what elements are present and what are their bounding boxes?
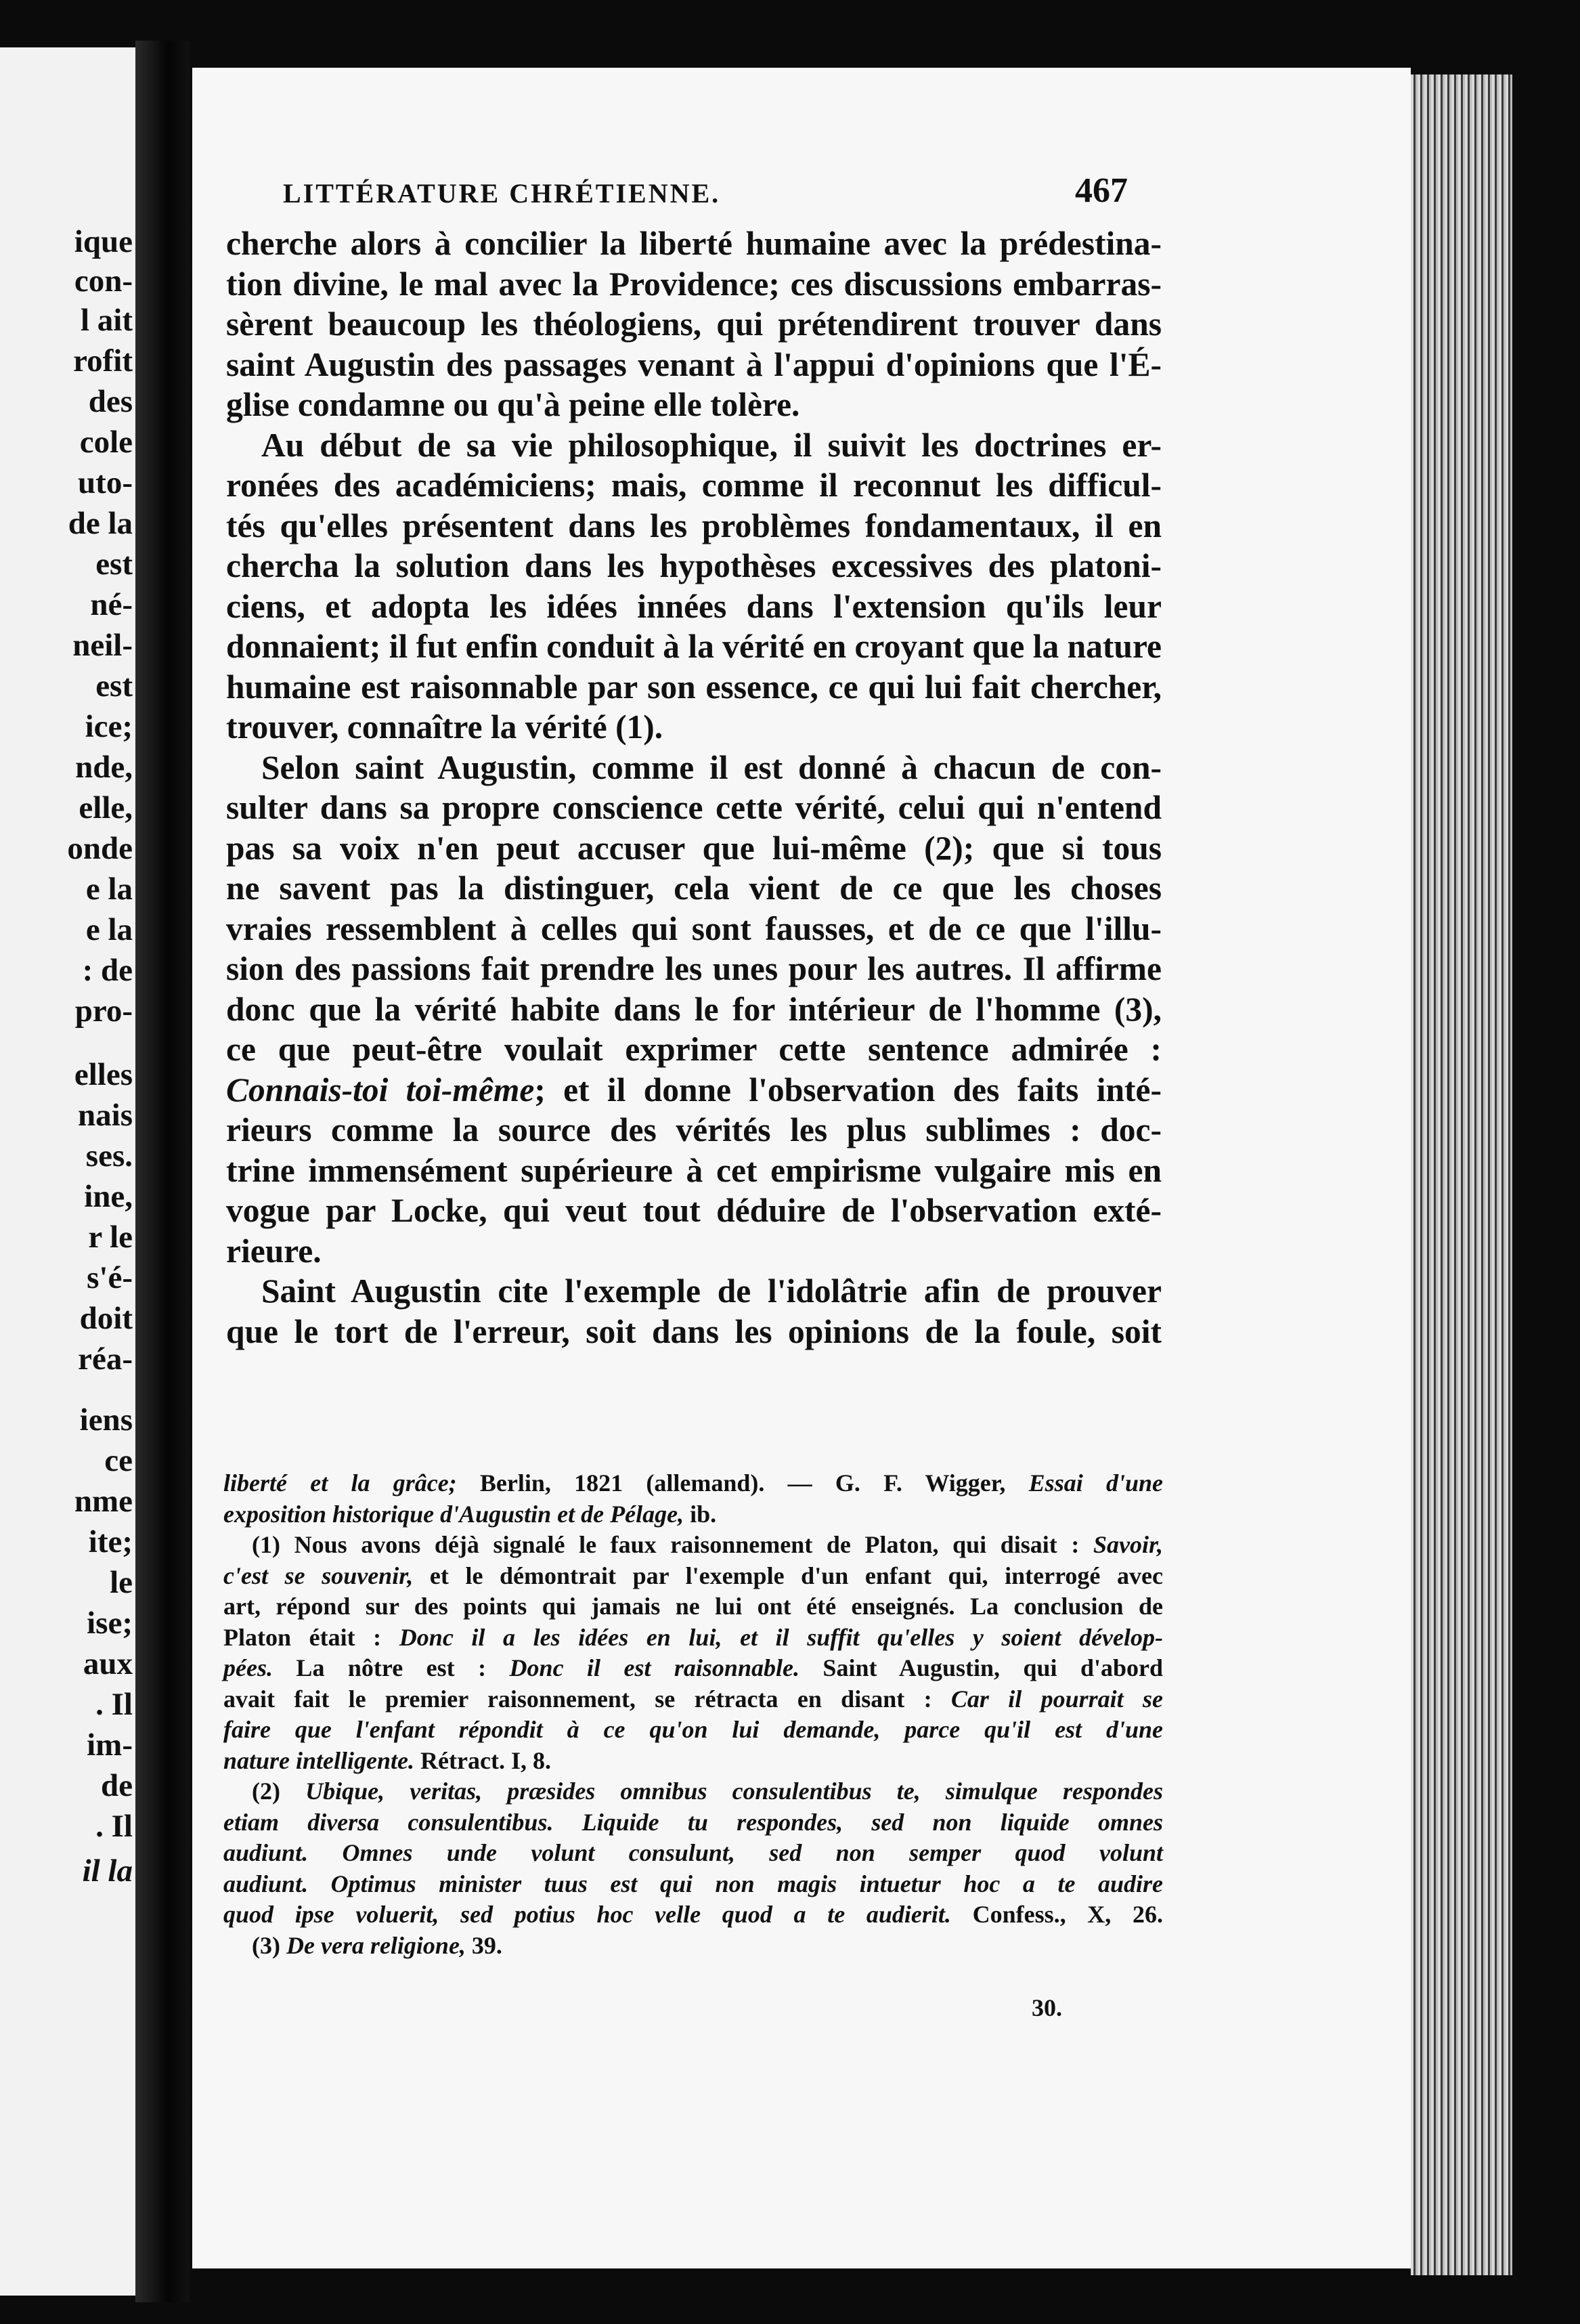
background-edge <box>1512 74 1580 2282</box>
left-page-fragment: ice; <box>85 709 133 744</box>
page-number: 467 <box>1075 171 1128 210</box>
italic-fragment: Essai d'une <box>1028 1469 1163 1497</box>
text-line: ciens, et adopta les idées innées dans l'extension qu'ils leur <box>226 587 1162 625</box>
left-page-fragment: cole <box>79 425 133 460</box>
footnote-line <box>223 1499 1163 1530</box>
text-line: trouver, connaître la vérité (1). <box>226 708 663 746</box>
paragraph-2 <box>226 425 1162 748</box>
footnote-1-line <box>223 1530 1163 1561</box>
paragraph-1 <box>226 223 1162 425</box>
footnote-1-line: art, répond sur des points qui jamais ne lui ont été enseignés. La conclusion de <box>223 1593 1163 1620</box>
text-line: glise condamne ou qu'à peine elle tolère. <box>226 386 800 423</box>
footnote-2-line <box>223 1869 1163 1900</box>
text-line: donnaient; il fut enfin conduit à la vérité en croyant que la nature <box>226 628 1162 665</box>
text-line: ce que peut-être voulait exprimer cette sentence admirée : <box>226 1031 1162 1068</box>
left-page-fragment: rofit <box>73 343 133 379</box>
left-page-fragment: s'é- <box>87 1260 133 1295</box>
text-fragment: 39. <box>465 1931 502 1959</box>
footnote-line <box>223 1468 1163 1499</box>
text-line: humaine est raisonnable par son essence, ce qui lui fait chercher, <box>226 668 1162 706</box>
left-page-fragment: ine, <box>84 1179 133 1214</box>
text-line: pas sa voix n'en peut accuser que lui-même (2); que si tous <box>226 829 1162 867</box>
italic-fragment: exposition historique d'Augustin et de Pélage, <box>223 1500 684 1528</box>
left-page-fragment: ique <box>74 224 133 259</box>
left-page-fragment: l ait <box>80 303 133 338</box>
left-page-fragment: pro- <box>74 993 133 1029</box>
left-page-fragment: de la <box>68 506 133 541</box>
text-fragment: (1) Nous avons déjà signalé le faux raisonnement de Platon, qui disait : <box>252 1531 1093 1558</box>
text-fragment: (3) <box>252 1931 286 1959</box>
text-fragment: Saint Augustin, qui d'abord <box>799 1654 1163 1681</box>
text-line: cherche alors à concilier la liberté humaine avec la prédestina- <box>226 225 1162 262</box>
text-line: rieure. <box>226 1232 322 1270</box>
left-page-fragment: doit <box>79 1301 133 1336</box>
left-page-fragment: im- <box>87 1727 133 1763</box>
italic-fragment: Donc il est raisonnable. <box>509 1654 799 1681</box>
left-page-fragment: ite; <box>88 1524 133 1559</box>
italic-fragment: c'est se souvenir, <box>223 1562 414 1589</box>
text-line: Saint Augustin cite l'exemple de l'idolâtrie afin de prouver <box>261 1272 1162 1310</box>
text-line: rieurs comme la source des vérités les plus sublimes : doc- <box>226 1111 1162 1148</box>
running-title: LITTÉRATURE CHRÉTIENNE. <box>283 178 721 209</box>
left-page-fragment: iens <box>79 1402 133 1438</box>
left-page-fragment: des <box>88 384 133 419</box>
left-page-fragment: réa- <box>78 1341 133 1377</box>
italic-fragment: Donc il a les idées en lui, et il suffit qu'elles y soient dévelop- <box>399 1623 1164 1651</box>
italic-fragment: Ubique, veritas, præsides omnibus consulentibus te, simulque respondes <box>305 1778 1163 1805</box>
left-page-fragment: ses. <box>85 1138 133 1174</box>
left-page-fragment: con- <box>74 263 133 299</box>
left-page-fragment: aux <box>83 1646 133 1681</box>
text-line: que le tort de l'erreur, soit dans les opinions de la foule, soit <box>226 1312 1162 1350</box>
text-fragment: La nôtre est : <box>272 1654 510 1681</box>
italic-fragment: faire que l'enfant répondit à ce qu'on lui demande, parce qu'il est d'une <box>223 1716 1163 1743</box>
page-edges <box>1411 74 1512 2275</box>
left-adjacent-page <box>0 47 139 2296</box>
text-line: chercha la solution dans les hypothèses excessives des platoni- <box>226 547 1162 584</box>
left-page-fragment: elle, <box>79 790 133 825</box>
italic-fragment: quod ipse voluerit, sed potius hoc velle quod a te audierit. <box>223 1901 951 1928</box>
left-page-fragment: nais <box>78 1098 133 1133</box>
text-line: vraies ressemblent à celles qui sont fausses, et de ce que l'illu- <box>226 909 1162 947</box>
left-page-fragment: e la <box>85 912 133 947</box>
italic-fragment: audiunt. Optimus minister tuus est qui non magis intuetur hoc a te audire <box>223 1870 1163 1897</box>
italic-fragment: nature intelligente. <box>223 1746 415 1774</box>
text-fragment: ib. <box>684 1500 717 1528</box>
text-fragment: Platon était : <box>223 1623 399 1651</box>
footnote-1-line <box>223 1653 1163 1684</box>
left-page-fragment: elles <box>74 1057 133 1092</box>
text-line: Selon saint Augustin, comme il est donné à chacun de con- <box>261 748 1162 786</box>
body-text <box>226 223 1162 1352</box>
text-line: ronées des académiciens; mais, comme il reconnut les difficul- <box>226 467 1162 504</box>
text-line: sulter dans sa propre conscience cette vérité, celui qui n'entend <box>226 789 1162 826</box>
footnote-2-line <box>223 1776 1163 1807</box>
text-fragment: et le démontrait par l'exemple d'un enfant qui, interrogé avec <box>413 1562 1163 1589</box>
left-page-fragment: né- <box>90 587 133 622</box>
left-page-fragment: : de <box>82 953 133 988</box>
left-page-fragment: . Il <box>95 1687 133 1722</box>
text-line: vogue par Locke, qui veut tout déduire de l'observation exté- <box>226 1192 1162 1229</box>
left-page-fragment: e la <box>85 872 133 907</box>
left-page-fragment: il la <box>82 1853 133 1889</box>
text-line: sion des passions fait prendre les unes pour les autres. Il affirme <box>226 950 1162 987</box>
left-page-fragment: de <box>101 1768 133 1803</box>
text-line <box>226 1070 1162 1111</box>
left-page-fragment: r le <box>88 1220 133 1255</box>
footnote-2-line <box>223 1838 1163 1869</box>
text-fragment: Berlin, 1821 (allemand). — G. F. Wigger, <box>456 1469 1029 1497</box>
text-line: sèrent beaucoup les théologiens, qui prétendirent trouver dans <box>226 305 1162 343</box>
italic-fragment: Savoir, <box>1093 1531 1163 1558</box>
left-page-fragment: uto- <box>78 465 133 500</box>
text-line: donc que la vérité habite dans le for intérieur de l'homme (3), <box>226 990 1162 1028</box>
text-fragment: avait fait le premier raisonnement, se rétracta en disant : <box>223 1685 951 1713</box>
text-fragment: Confess., X, 26. <box>950 1901 1163 1928</box>
signature-mark: 30. <box>1032 1994 1062 2021</box>
footnote-1-line <box>223 1746 1163 1777</box>
left-page-fragment: ise; <box>87 1606 133 1641</box>
text-line: tés qu'elles présentent dans les problèmes fondamentaux, il en <box>226 507 1162 544</box>
left-page-fragment: . Il <box>95 1809 133 1844</box>
footnote-2-line <box>223 1807 1163 1838</box>
text-line: Au début de sa vie philosophique, il suivit les doctrines er- <box>261 426 1162 464</box>
left-page-fragment: ce <box>104 1443 133 1478</box>
text-fragment: (2) <box>252 1778 306 1805</box>
italic-fragment: liberté et la grâce; <box>223 1469 457 1497</box>
left-page-fragment: nde, <box>75 750 133 785</box>
left-page-fragment: le <box>110 1565 133 1600</box>
footnote-3-line <box>223 1931 1163 1962</box>
book-gutter <box>135 41 190 2302</box>
footnote-1-line <box>223 1715 1163 1746</box>
italic-fragment: De vera religione, <box>286 1931 466 1959</box>
italic-fragment: pées. <box>223 1654 273 1681</box>
text-fragment: Rétract. I, 8. <box>414 1746 551 1774</box>
text-line: saint Augustin des passages venant à l'appui d'opinions que l'É- <box>226 345 1162 383</box>
footnotes <box>223 1468 1163 1961</box>
footnote-1-line <box>223 1561 1163 1592</box>
text-line: ne savent pas la distinguer, cela vient de ce que les choses <box>226 869 1162 907</box>
left-page-fragment: nme <box>74 1484 133 1519</box>
left-page-fragment: neil- <box>72 628 133 663</box>
italic-fragment: audiunt. Omnes unde volunt consulunt, sed non semper quod volunt <box>223 1839 1163 1866</box>
italic-phrase: Connais-toi toi-même <box>226 1071 535 1109</box>
left-page-fragment: est <box>95 546 133 582</box>
left-page-fragment: est <box>95 668 133 704</box>
text-fragment: ; et il donne l'observation des faits inté- <box>534 1071 1162 1109</box>
footnote-1-line <box>223 1684 1163 1715</box>
italic-fragment: etiam diversa consulentibus. Liquide tu respondes, sed non liquide omnes <box>223 1808 1163 1836</box>
footnote-2-line <box>223 1899 1163 1931</box>
paragraph-3 <box>226 748 1162 1272</box>
italic-fragment: Car il pourrait se <box>950 1685 1163 1713</box>
paragraph-4 <box>226 1271 1162 1352</box>
text-line: trine immensément supérieure à cet empirisme vulgaire mis en <box>226 1151 1162 1189</box>
text-line: tion divine, le mal avec la Providence; ces discussions embarras- <box>226 265 1162 303</box>
footnote-1-line <box>223 1622 1163 1654</box>
left-page-fragment: onde <box>67 831 133 866</box>
